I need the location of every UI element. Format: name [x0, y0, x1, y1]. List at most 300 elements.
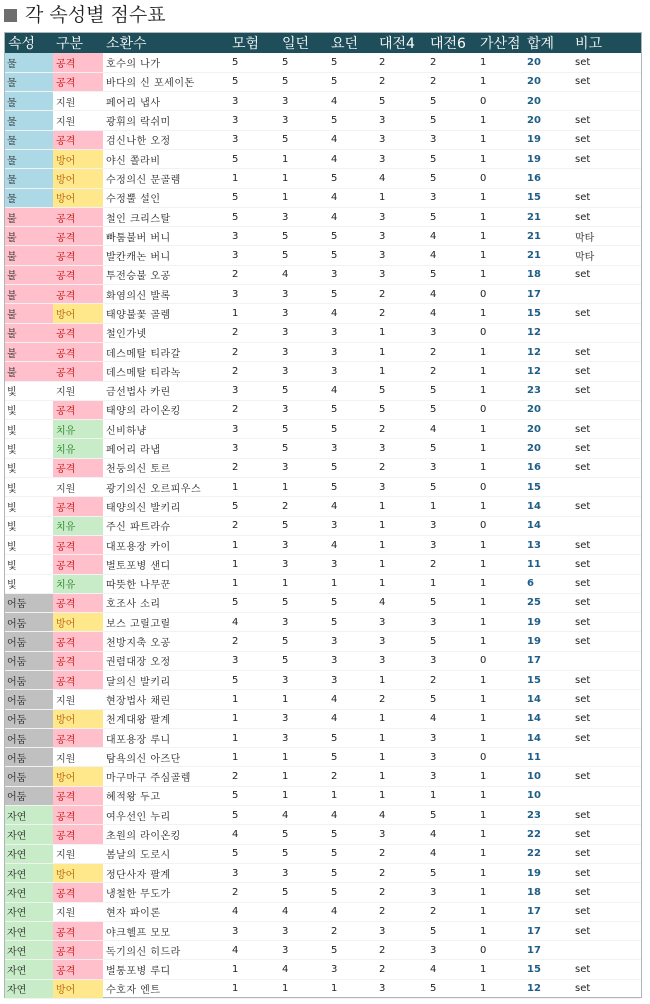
header-attribute: 속성 — [8, 36, 36, 52]
daily-dungeon-score: 5 — [279, 227, 328, 246]
header-day-dungeon: 요던 — [331, 36, 359, 52]
table-row — [5, 207, 641, 226]
daily-dungeon-score: 3 — [279, 921, 328, 940]
adventure-score: 2 — [229, 767, 279, 786]
daily-dungeon-score: 5 — [279, 651, 328, 670]
note-cell — [572, 651, 641, 670]
note-cell: set — [572, 72, 641, 91]
category-cell: 방어 — [53, 709, 103, 728]
day-dungeon-score: 4 — [328, 497, 376, 516]
adventure-score: 5 — [229, 671, 279, 690]
battle6-score: 5 — [427, 111, 477, 130]
battle4-score: 2 — [376, 53, 427, 72]
daily-dungeon-score: 4 — [279, 960, 328, 979]
day-dungeon-score: 5 — [328, 53, 376, 72]
attribute-cell: 빛 — [5, 497, 53, 516]
header-summon: 소환수 — [106, 36, 147, 52]
note-cell: set — [572, 671, 641, 690]
total-score: 16 — [524, 458, 572, 477]
summon-name-cell: 철인가넷 — [103, 323, 229, 342]
total-score: 17 — [524, 285, 572, 304]
table-row — [5, 613, 641, 632]
bonus-score: 1 — [477, 883, 524, 902]
adventure-score: 1 — [229, 748, 279, 767]
table-row — [5, 342, 641, 361]
note-cell: set — [572, 979, 641, 998]
adventure-score: 2 — [229, 265, 279, 284]
bonus-score: 1 — [477, 458, 524, 477]
battle6-score: 3 — [427, 323, 477, 342]
note-cell: set — [572, 960, 641, 979]
daily-dungeon-score: 3 — [279, 111, 328, 130]
total-score: 21 — [524, 246, 572, 265]
bonus-score: 1 — [477, 149, 524, 168]
bonus-score: 1 — [477, 53, 524, 72]
adventure-score: 3 — [229, 439, 279, 458]
battle6-score: 1 — [427, 786, 477, 805]
category-cell: 지원 — [53, 111, 103, 130]
total-score: 20 — [524, 420, 572, 439]
adventure-score: 1 — [229, 728, 279, 747]
day-dungeon-score: 5 — [328, 227, 376, 246]
bonus-score: 1 — [477, 574, 524, 593]
total-score: 19 — [524, 863, 572, 882]
adventure-score: 3 — [229, 130, 279, 149]
total-score: 14 — [524, 690, 572, 709]
battle6-score: 2 — [427, 72, 477, 91]
attribute-cell: 어둠 — [5, 690, 53, 709]
day-dungeon-score: 3 — [328, 555, 376, 574]
attribute-cell: 자연 — [5, 825, 53, 844]
summon-name-cell: 페어리 냅사 — [103, 92, 229, 111]
category-cell: 공격 — [53, 323, 103, 342]
battle6-score: 5 — [427, 381, 477, 400]
bonus-score: 1 — [477, 786, 524, 805]
battle4-score: 1 — [376, 516, 427, 535]
bonus-score: 1 — [477, 613, 524, 632]
category-cell: 공격 — [53, 671, 103, 690]
battle6-score: 3 — [427, 748, 477, 767]
note-cell: set — [572, 767, 641, 786]
note-cell — [572, 400, 641, 419]
battle6-score: 1 — [427, 497, 477, 516]
daily-dungeon-score: 3 — [279, 362, 328, 381]
attribute-cell: 자연 — [5, 902, 53, 921]
bonus-score: 1 — [477, 381, 524, 400]
total-score: 19 — [524, 130, 572, 149]
daily-dungeon-score: 5 — [279, 844, 328, 863]
daily-dungeon-score: 5 — [279, 381, 328, 400]
note-cell: set — [572, 806, 641, 825]
bonus-score: 0 — [477, 169, 524, 188]
battle6-score: 3 — [427, 613, 477, 632]
summon-name-cell: 여우선인 누리 — [103, 806, 229, 825]
note-cell: set — [572, 265, 641, 284]
daily-dungeon-score: 3 — [279, 323, 328, 342]
bonus-score: 1 — [477, 362, 524, 381]
battle6-score: 5 — [427, 169, 477, 188]
summon-name-cell: 탐욕의신 아즈단 — [103, 748, 229, 767]
day-dungeon-score: 4 — [328, 709, 376, 728]
total-score: 23 — [524, 381, 572, 400]
daily-dungeon-score: 1 — [279, 690, 328, 709]
adventure-score: 4 — [229, 941, 279, 960]
table-row — [5, 844, 641, 863]
day-dungeon-score: 2 — [328, 767, 376, 786]
battle4-score: 3 — [376, 130, 427, 149]
category-cell: 공격 — [53, 728, 103, 747]
daily-dungeon-score: 5 — [279, 72, 328, 91]
note-cell: 막타 — [572, 246, 641, 265]
day-dungeon-score: 5 — [328, 420, 376, 439]
day-dungeon-score: 5 — [328, 613, 376, 632]
note-cell — [572, 516, 641, 535]
bonus-score: 1 — [477, 690, 524, 709]
daily-dungeon-score: 1 — [279, 574, 328, 593]
battle4-score: 1 — [376, 497, 427, 516]
table-row — [5, 748, 641, 767]
summon-name-cell: 야신 쫄라비 — [103, 149, 229, 168]
battle4-score: 5 — [376, 381, 427, 400]
battle6-score: 2 — [427, 362, 477, 381]
category-cell: 공격 — [53, 207, 103, 226]
adventure-score: 1 — [229, 169, 279, 188]
adventure-score: 5 — [229, 188, 279, 207]
summon-name-cell: 수정뿔 설인 — [103, 188, 229, 207]
total-score: 12 — [524, 979, 572, 998]
bonus-score: 1 — [477, 671, 524, 690]
daily-dungeon-score: 5 — [279, 420, 328, 439]
table-row — [5, 497, 641, 516]
adventure-score: 1 — [229, 478, 279, 497]
bonus-score: 0 — [477, 478, 524, 497]
battle6-score: 5 — [427, 632, 477, 651]
summon-name-cell: 신비하냥 — [103, 420, 229, 439]
day-dungeon-score: 4 — [328, 130, 376, 149]
battle6-score: 4 — [427, 285, 477, 304]
note-cell: set — [572, 902, 641, 921]
total-score: 20 — [524, 111, 572, 130]
summon-name-cell: 혜적왕 두고 — [103, 786, 229, 805]
bonus-score: 1 — [477, 130, 524, 149]
bonus-score: 1 — [477, 342, 524, 361]
day-dungeon-score: 3 — [328, 265, 376, 284]
day-dungeon-score: 5 — [328, 593, 376, 612]
bonus-score: 0 — [477, 748, 524, 767]
total-score: 17 — [524, 902, 572, 921]
day-dungeon-score: 4 — [328, 535, 376, 554]
table-row — [5, 169, 641, 188]
table-row — [5, 863, 641, 882]
daily-dungeon-score: 3 — [279, 941, 328, 960]
attribute-cell: 물 — [5, 72, 53, 91]
battle6-score: 2 — [427, 342, 477, 361]
battle4-score: 4 — [376, 169, 427, 188]
daily-dungeon-score: 3 — [279, 555, 328, 574]
battle6-score: 1 — [427, 574, 477, 593]
battle4-score: 2 — [376, 458, 427, 477]
daily-dungeon-score: 4 — [279, 806, 328, 825]
attribute-cell: 불 — [5, 265, 53, 284]
attribute-cell: 빛 — [5, 516, 53, 535]
day-dungeon-score: 5 — [328, 844, 376, 863]
bonus-score: 1 — [477, 632, 524, 651]
header-battle6: 대전6 — [430, 36, 466, 52]
day-dungeon-score: 4 — [328, 149, 376, 168]
day-dungeon-score: 5 — [328, 400, 376, 419]
table-row — [5, 92, 641, 111]
attribute-cell: 불 — [5, 227, 53, 246]
attribute-cell: 어둠 — [5, 786, 53, 805]
daily-dungeon-score: 3 — [279, 728, 328, 747]
table-row — [5, 458, 641, 477]
note-cell: set — [572, 420, 641, 439]
battle6-score: 2 — [427, 555, 477, 574]
summon-name-cell: 바다의 신 포세이돈 — [103, 72, 229, 91]
summon-name-cell: 보스 고릴고릴 — [103, 613, 229, 632]
table-row — [5, 420, 641, 439]
category-cell: 방어 — [53, 979, 103, 998]
battle4-score: 3 — [376, 632, 427, 651]
day-dungeon-score: 5 — [328, 748, 376, 767]
daily-dungeon-score: 3 — [279, 92, 328, 111]
adventure-score: 5 — [229, 149, 279, 168]
daily-dungeon-score: 3 — [279, 400, 328, 419]
daily-dungeon-score: 3 — [279, 709, 328, 728]
table-row — [5, 555, 641, 574]
battle6-score: 4 — [427, 304, 477, 323]
attribute-cell: 빛 — [5, 400, 53, 419]
battle4-score: 3 — [376, 227, 427, 246]
total-score: 23 — [524, 806, 572, 825]
category-cell: 공격 — [53, 458, 103, 477]
adventure-score: 1 — [229, 960, 279, 979]
battle6-score: 2 — [427, 671, 477, 690]
battle4-score: 1 — [376, 709, 427, 728]
bonus-score: 1 — [477, 709, 524, 728]
page-title — [0, 0, 650, 32]
attribute-cell: 물 — [5, 169, 53, 188]
attribute-cell: 빛 — [5, 478, 53, 497]
note-cell: set — [572, 825, 641, 844]
total-score: 10 — [524, 786, 572, 805]
total-score: 20 — [524, 439, 572, 458]
battle4-score: 2 — [376, 690, 427, 709]
bonus-score: 1 — [477, 535, 524, 554]
battle4-score: 3 — [376, 246, 427, 265]
category-cell: 방어 — [53, 613, 103, 632]
daily-dungeon-score: 3 — [279, 304, 328, 323]
note-cell: set — [572, 381, 641, 400]
day-dungeon-score: 3 — [328, 439, 376, 458]
battle4-score: 5 — [376, 400, 427, 419]
adventure-score: 5 — [229, 806, 279, 825]
table-row — [5, 304, 641, 323]
day-dungeon-score: 4 — [328, 304, 376, 323]
day-dungeon-score: 3 — [328, 362, 376, 381]
battle6-score: 4 — [427, 246, 477, 265]
category-cell: 공격 — [53, 825, 103, 844]
bonus-score: 1 — [477, 825, 524, 844]
battle4-score: 1 — [376, 786, 427, 805]
day-dungeon-score: 5 — [328, 825, 376, 844]
bonus-score: 1 — [477, 767, 524, 786]
attribute-cell: 불 — [5, 246, 53, 265]
bonus-score: 0 — [477, 323, 524, 342]
adventure-score: 3 — [229, 651, 279, 670]
bonus-score: 1 — [477, 902, 524, 921]
adventure-score: 4 — [229, 613, 279, 632]
bonus-score: 0 — [477, 285, 524, 304]
adventure-score: 4 — [229, 902, 279, 921]
header-total: 합계 — [527, 36, 555, 52]
day-dungeon-score: 5 — [328, 285, 376, 304]
daily-dungeon-score: 1 — [279, 979, 328, 998]
category-cell: 공격 — [53, 400, 103, 419]
daily-dungeon-score: 5 — [279, 53, 328, 72]
battle6-score: 4 — [427, 844, 477, 863]
total-score: 12 — [524, 362, 572, 381]
total-score: 15 — [524, 304, 572, 323]
battle6-score: 5 — [427, 265, 477, 284]
summon-name-cell: 빠툼불버 버니 — [103, 227, 229, 246]
battle4-score: 1 — [376, 362, 427, 381]
attribute-cell: 자연 — [5, 960, 53, 979]
note-cell: set — [572, 555, 641, 574]
daily-dungeon-score: 5 — [279, 516, 328, 535]
bonus-score: 0 — [477, 941, 524, 960]
adventure-score: 2 — [229, 323, 279, 342]
summon-name-cell: 벌토포병 샌디 — [103, 555, 229, 574]
day-dungeon-score: 4 — [328, 207, 376, 226]
table-row — [5, 883, 641, 902]
note-cell — [572, 323, 641, 342]
category-cell: 지원 — [53, 478, 103, 497]
adventure-score: 5 — [229, 844, 279, 863]
battle6-score: 5 — [427, 921, 477, 940]
adventure-score: 2 — [229, 400, 279, 419]
bonus-score: 0 — [477, 400, 524, 419]
daily-dungeon-score: 3 — [279, 207, 328, 226]
attribute-cell: 자연 — [5, 844, 53, 863]
note-cell: set — [572, 362, 641, 381]
daily-dungeon-score: 3 — [279, 342, 328, 361]
bonus-score: 1 — [477, 207, 524, 226]
battle4-score: 2 — [376, 941, 427, 960]
adventure-score: 2 — [229, 342, 279, 361]
battle4-score: 2 — [376, 304, 427, 323]
note-cell: set — [572, 690, 641, 709]
battle4-score: 3 — [376, 825, 427, 844]
adventure-score: 2 — [229, 632, 279, 651]
total-score: 17 — [524, 941, 572, 960]
attribute-cell: 빛 — [5, 458, 53, 477]
battle4-score: 2 — [376, 863, 427, 882]
category-cell: 공격 — [53, 362, 103, 381]
header-row — [5, 33, 641, 53]
category-cell: 공격 — [53, 555, 103, 574]
page-title-text: 각 속성별 점수표 — [25, 4, 166, 26]
day-dungeon-score: 5 — [328, 458, 376, 477]
daily-dungeon-score: 5 — [279, 632, 328, 651]
daily-dungeon-score: 3 — [279, 863, 328, 882]
daily-dungeon-score: 1 — [279, 786, 328, 805]
total-score: 20 — [524, 92, 572, 111]
daily-dungeon-score: 3 — [279, 535, 328, 554]
battle4-score: 2 — [376, 285, 427, 304]
table-row — [5, 111, 641, 130]
header-note: 비고 — [575, 36, 603, 52]
battle4-score: 3 — [376, 207, 427, 226]
attribute-cell: 불 — [5, 323, 53, 342]
category-cell: 공격 — [53, 651, 103, 670]
note-cell: set — [572, 921, 641, 940]
battle4-score: 3 — [376, 149, 427, 168]
bonus-score: 1 — [477, 246, 524, 265]
adventure-score: 4 — [229, 825, 279, 844]
attribute-cell: 어둠 — [5, 651, 53, 670]
daily-dungeon-score: 1 — [279, 748, 328, 767]
summon-name-cell: 대포용장 루니 — [103, 728, 229, 747]
total-score: 14 — [524, 497, 572, 516]
day-dungeon-score: 4 — [328, 902, 376, 921]
summon-name-cell: 대포용장 카이 — [103, 535, 229, 554]
bonus-score: 1 — [477, 188, 524, 207]
bonus-score: 1 — [477, 555, 524, 574]
adventure-score: 1 — [229, 574, 279, 593]
table-row — [5, 130, 641, 149]
summon-name-cell: 달의신 발키리 — [103, 671, 229, 690]
daily-dungeon-score: 3 — [279, 671, 328, 690]
total-score: 15 — [524, 960, 572, 979]
battle4-score: 3 — [376, 613, 427, 632]
day-dungeon-score: 3 — [328, 323, 376, 342]
daily-dungeon-score: 3 — [279, 458, 328, 477]
total-score: 19 — [524, 632, 572, 651]
battle4-score: 3 — [376, 921, 427, 940]
battle6-score: 5 — [427, 478, 477, 497]
attribute-cell: 불 — [5, 285, 53, 304]
battle4-score: 1 — [376, 748, 427, 767]
summon-name-cell: 광휘의 락쉬미 — [103, 111, 229, 130]
category-cell: 공격 — [53, 593, 103, 612]
bonus-score: 0 — [477, 92, 524, 111]
note-cell: set — [572, 130, 641, 149]
day-dungeon-score: 4 — [328, 381, 376, 400]
battle6-score: 3 — [427, 941, 477, 960]
attribute-cell: 물 — [5, 53, 53, 72]
adventure-score: 3 — [229, 92, 279, 111]
note-cell — [572, 478, 641, 497]
battle6-score: 4 — [427, 420, 477, 439]
adventure-score: 3 — [229, 863, 279, 882]
bonus-score: 1 — [477, 960, 524, 979]
battle4-score: 3 — [376, 478, 427, 497]
day-dungeon-score: 5 — [328, 246, 376, 265]
table-row — [5, 574, 641, 593]
battle6-score: 3 — [427, 728, 477, 747]
attribute-cell: 불 — [5, 362, 53, 381]
day-dungeon-score: 5 — [328, 111, 376, 130]
battle4-score: 3 — [376, 979, 427, 998]
battle4-score: 3 — [376, 651, 427, 670]
attribute-cell: 빛 — [5, 574, 53, 593]
bonus-score: 1 — [477, 72, 524, 91]
battle4-score: 1 — [376, 671, 427, 690]
battle4-score: 1 — [376, 323, 427, 342]
total-score: 12 — [524, 323, 572, 342]
battle4-score: 1 — [376, 535, 427, 554]
